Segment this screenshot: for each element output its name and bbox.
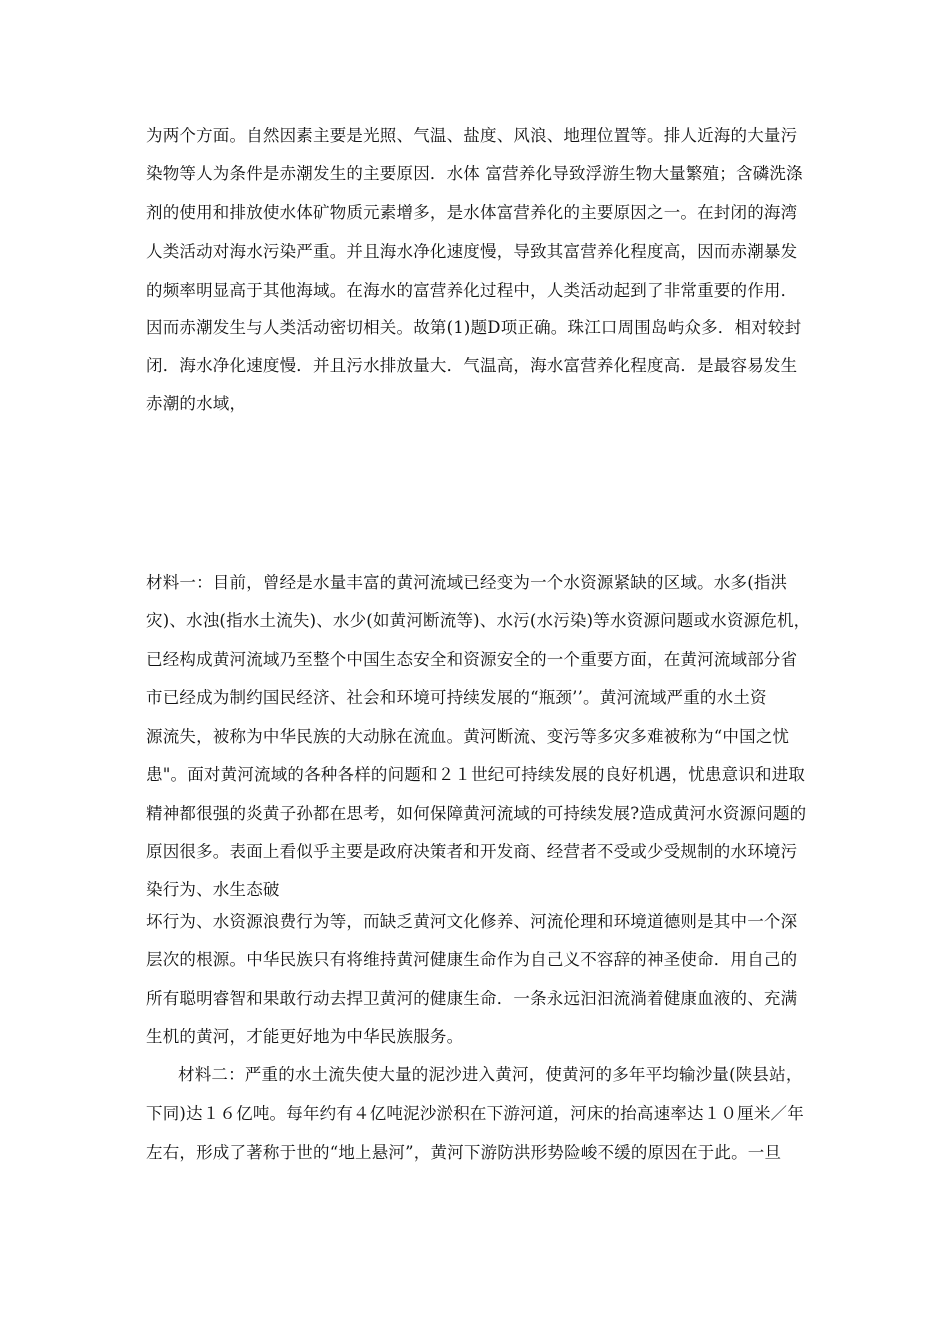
text-line: 为两个方面。自然因素主要是光照、气温、盐度、风浪、地理位置等。排人近海的大量污 xyxy=(146,126,798,145)
text-line: 灾)、水浊(指水土流失)、水少(如黄河断流等)、水污(水污染)等水资源问题或水资源危机， xyxy=(146,611,811,630)
text-line: 左右，形成了著称于世的“地上悬河”，黄河下游防洪形势险峻不缓的原因在于此。一旦 xyxy=(146,1143,782,1162)
text-line: 下同)达１６亿吨。每年约有４亿吨泥沙淤积在下游河道，河床的抬高速率达１０厘米／年 xyxy=(146,1104,804,1123)
text-line: 闭．海水净化速度慢．并且污水排放量大．气温高，海水富营养化程度高．是最容易发生 xyxy=(146,356,798,375)
text-line: 赤潮的水域， xyxy=(146,394,247,413)
text-line: 材料二：严重的水土流失使大量的泥沙进入黄河，使黄河的多年平均输沙量(陕县站， xyxy=(178,1065,803,1084)
text-line: 材料一：目前，曾经是水量丰富的黄河流域已经变为一个水资源紧缺的区域。水多(指洪 xyxy=(146,573,788,592)
text-line: 层次的根源。中华民族只有将维持黄河健康生命作为自己义不容辞的神圣使命．用自己的 xyxy=(146,950,798,969)
text-line: 剂的使用和排放使水体矿物质元素增多，是水体富营养化的主要原因之一。在封闭的海湾 xyxy=(146,203,798,222)
text-line: 精神都很强的炎黄子孙都在思考，如何保障黄河流域的可持续发展?造成黄河水资源问题的 xyxy=(146,804,807,823)
text-line: 患"。面对黄河流域的各种各样的问题和２１世纪可持续发展的良好机遇，忧患意识和进取 xyxy=(146,765,806,784)
text-line: 坏行为、水资源浪费行为等，而缺乏黄河文化修养、河流伦理和环境道德则是其中一个深 xyxy=(146,912,798,931)
text-line: 染行为、水生态破 xyxy=(146,880,280,899)
text-line: 人类活动对海水污染严重。并且海水净化速度慢，导致其富营养化程度高，因而赤潮暴发 xyxy=(146,242,798,261)
text-line: 的频率明显高于其他海域。在海水的富营养化过程中，人类活动起到了非常重要的作用． xyxy=(146,281,798,300)
text-line: 所有聪明睿智和果敢行动去捍卫黄河的健康生命．一条永远汩汩流淌着健康血液的、充满 xyxy=(146,989,798,1008)
text-line: 因而赤潮发生与人类活动密切相关。故第(1)题D项正确。珠江口周围岛屿众多．相对较封 xyxy=(146,318,802,337)
text-line: 源流失，被称为中华民族的大动脉在流血。黄河断流、变污等多灾多难被称为“中国之忧 xyxy=(146,727,790,746)
text-line: 市已经成为制约国民经济、社会和环境可持续发展的“瓶颈’’。黄河流域严重的水土资 xyxy=(146,688,767,707)
text-line: 生机的黄河，才能更好地为中华民族服务。 xyxy=(146,1027,464,1046)
text-line: 染物等人为条件是赤潮发生的主要原因．水体 富营养化导致浮游生物大量繁殖；含磷洗涤 xyxy=(146,164,803,183)
text-line: 已经构成黄河流域乃至整个中国生态安全和资源安全的一个重要方面，在黄河流域部分省 xyxy=(146,650,798,669)
text-line: 原因很多。表面上看似乎主要是政府决策者和开发商、经营者不受或少受规制的水环境污 xyxy=(146,842,798,861)
